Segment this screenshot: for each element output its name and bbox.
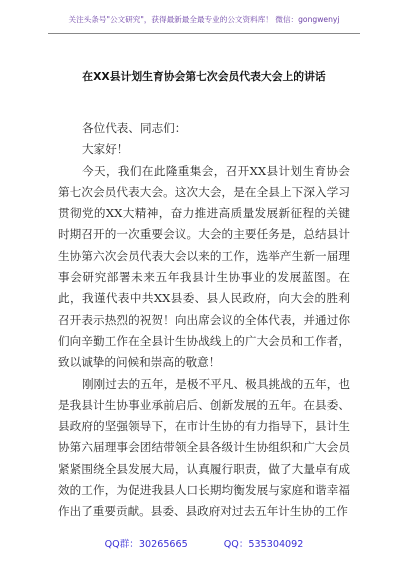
footer-contacts [0,536,408,550]
paragraph-1: 今天，我们在此隆重集会，召开XX县计划生育协会第七次会员代表大会。这次大会，是在全县上下深入学习贯彻党的XX大精神，奋力推进高质量发展新征程的关键时期召开的一次重要会议。大会的主要任务是，总结县计生协第六次会员代表大会以来的工作，选举产生新一届理事会研究部署未来五年我县计生协事业的发展蓝图。在此，我谨代表中共XX县委、县人民政府，向大会的胜利召开表示热烈的祝贺！向出席会议的全体代表，并通过你们向辛勤工作在全县计生协战线上的广大会员和工作者，致以诚挚的问候和崇高的敬意！ [58,163,350,370]
header-divider [48,33,360,34]
paragraph-2: 刚刚过去的五年，是极不平凡、极具挑战的五年，也是我县计生协事业承前启后、创新发展的五年。在县委、县政府的坚强领导下，在市计生协的有力指导下，县计生协第六届理事会团结带领全县各级计生协组织和广大会员紧紧围绕全县发展大局，认真履行职责，做了大量卓有成效的工作，为促进我县人口长期均衡发展与家庭和谐幸福作出了重要贡献。县委、县政府对过去五年计生协的工作 [58,376,350,519]
document-body [58,118,350,523]
qq-group-text: QQ群：30265665 [104,539,188,550]
qq-text: QQ：535304092 [223,539,304,550]
salutation: 各位代表、同志们： [82,121,187,135]
document-title: 在XX县计划生育协会第七次会员代表大会上的讲话 [82,70,326,83]
header-banner: 关注头条号"公文研究"，获得最新最全最专业的公文资料库！ 微信：gongwenyj [68,15,340,24]
greeting: 大家好！ [82,142,129,157]
